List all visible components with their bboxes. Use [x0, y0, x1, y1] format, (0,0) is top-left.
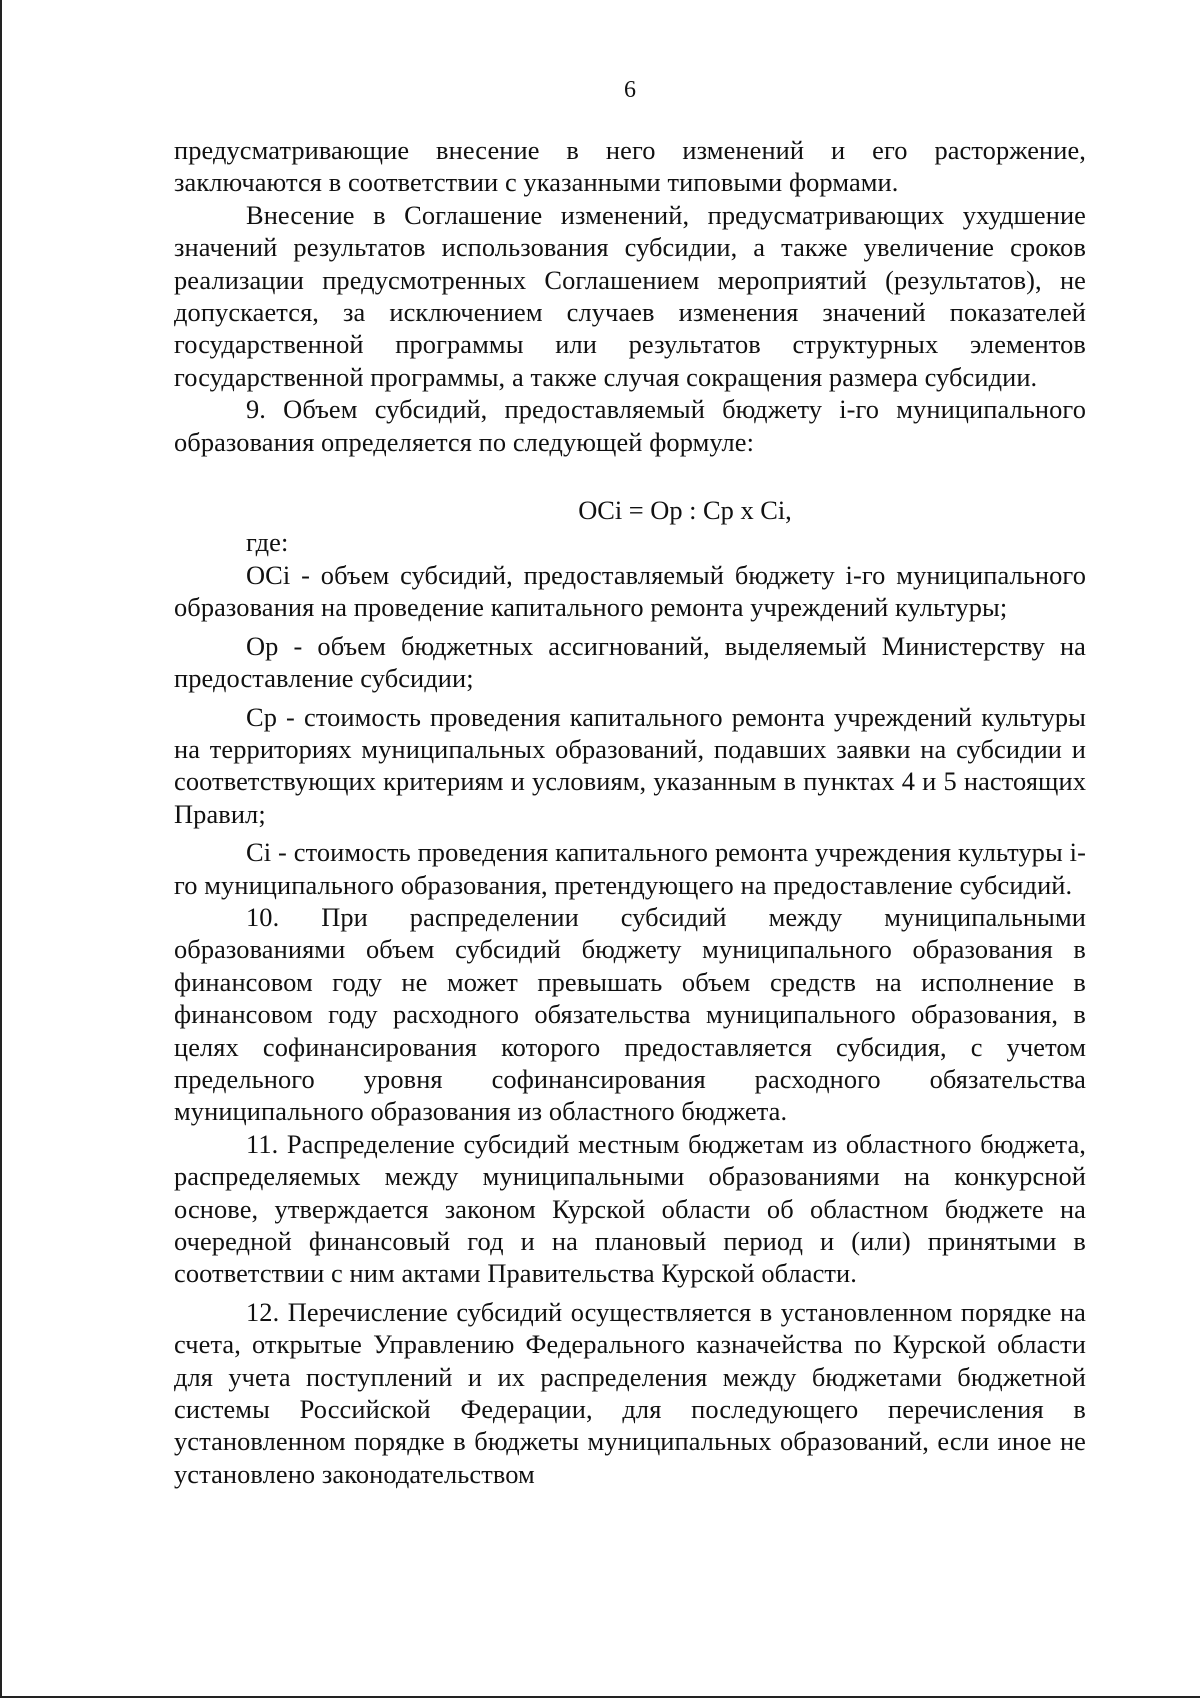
where-label: где: — [246, 527, 289, 558]
paragraph-agreement-changes: Внесение в Соглашение изменений, предусматривающих ухудшение значений результатов использования субсидии, а также увеличение сроков реализации предусмотренных Соглашением мероприятий (результатов), не допускается, за исключением случаев изменения значений показателей государственной программы или результатов структурных элементов государственной программы, а также случая сокращения размера субсидии. — [174, 199, 1086, 392]
definition-oci: OCi - объем субсидий, предоставляемый бюджету i-го муниципального образования на проведение капитального ремонта учреждений культуры; — [174, 559, 1086, 623]
page-number: 6 — [624, 77, 636, 103]
paragraph-item-9: 9. Объем субсидий, предоставляемый бюджету i-го муниципального образования определяется по следующей формуле: — [174, 394, 1086, 457]
definition-ci: Ci - стоимость проведения капитального ремонта учреждения культуры i-го муниципального образования, претендующего на предоставление субсидий. — [174, 837, 1086, 900]
formula: OCi = Op : Cp x Ci, — [578, 495, 792, 526]
paragraph-continuation: предусматривающие внесение в него изменений и его расторжение, заключаются в соответствии с указанными типовыми формами. — [174, 135, 1086, 198]
paragraph-item-11: 11. Распределение субсидий местным бюджетам из областного бюджета, распределяемых между муниципальными образованиями на конкурсной основе, утверждается законом Курской области об областном бюджете на очередной финансовый год и на плановый период и (или) принятыми в соответствии с ним актами Правительства Курской области. — [174, 1128, 1086, 1289]
document-body — [174, 134, 1086, 1490]
definition-op: Op - объем бюджетных ассигнований, выделяемый Министерству на предоставление субсидии; — [174, 630, 1086, 694]
paragraph-item-12: 12. Перечисление субсидий осуществляется в установленном порядке на счета, открытые Управлению Федерального казначейства по Курской области для учета поступлений и их распределения между бюджетами бюджетной системы Российской Федерации, для последующего перечисления в установленном порядке в бюджеты муниципальных образований, если иное не установлено законодательством — [174, 1296, 1086, 1489]
paragraph-item-10: 10. При распределении субсидий между муниципальными образованиями объем субсидий бюджету муниципального образования в финансовом году не может превышать объем средств на исполнение в финансовом году расходного обязательства муниципального образования, в целях софинансирования которого предоставляется субсидия, с учетом предельного уровня софинансирования расходного обязательства муниципального образования из областного бюджета. — [174, 901, 1086, 1127]
definition-cp: Cp - стоимость проведения капитального ремонта учреждений культуры на территориях муниципальных образований, подавших заявки на субсидии и соответствующих критериям и условиям, указанным в пунктах 4 и 5 настоящих Правил; — [174, 701, 1086, 829]
